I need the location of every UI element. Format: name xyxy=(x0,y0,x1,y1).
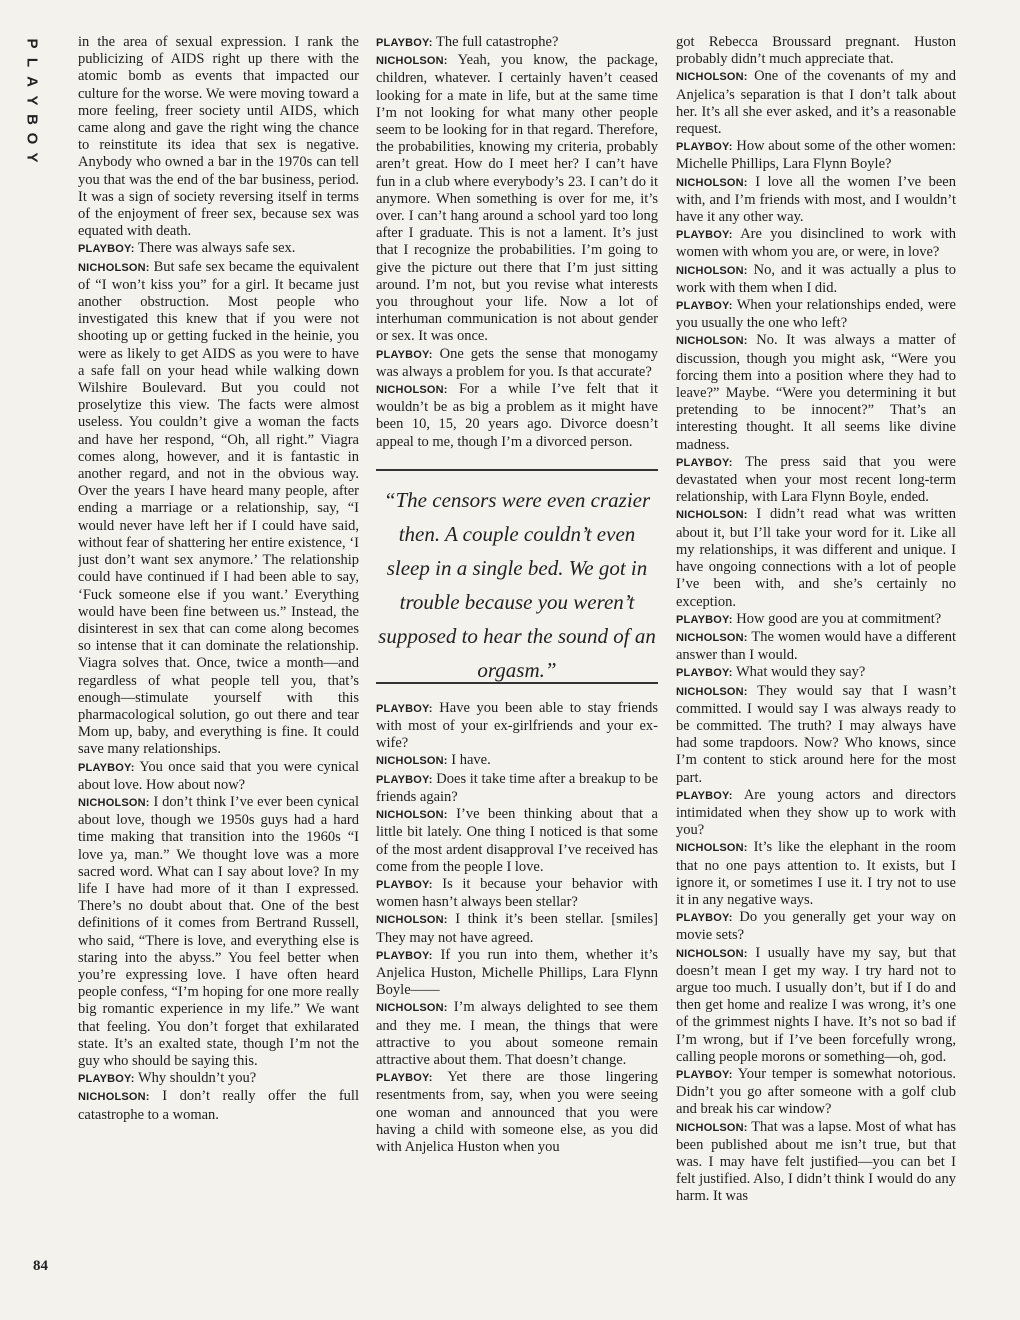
speaker-label: NICHOLSON: xyxy=(376,809,448,822)
paragraph-text: How good are you at commitment? xyxy=(736,610,942,627)
speaker-label: PLAYBOY: xyxy=(376,773,433,786)
interview-paragraph xyxy=(78,1088,359,1123)
interview-paragraph xyxy=(78,794,359,1070)
paragraph-text: Are you disinclined to work with women with whom you are, or were, in love? xyxy=(676,226,956,261)
speaker-label: PLAYBOY: xyxy=(78,243,135,256)
interview-paragraph xyxy=(676,1066,956,1119)
speaker-label: PLAYBOY: xyxy=(676,912,733,925)
paragraph-text: I don’t really offer the full catastrophe to a woman. xyxy=(78,1088,359,1123)
speaker-label: PLAYBOY: xyxy=(676,141,733,154)
interview-paragraph xyxy=(78,34,359,240)
paragraph-text: Are young actors and directors intimidated when they show up to work with you? xyxy=(676,786,956,839)
speaker-label: NICHOLSON: xyxy=(78,796,150,809)
speaker-label: PLAYBOY: xyxy=(676,229,733,242)
paragraph-text: got Rebecca Broussard pregnant. Huston probably didn’t much appreciate that. xyxy=(676,34,956,68)
paragraph-text: I’ve been thinking about that a little bit lately. One thing I noticed is that some of the most ardent disapproval I’ve received has come from the people I love. xyxy=(376,806,658,875)
interview-paragraph xyxy=(676,332,956,453)
interview-paragraph xyxy=(676,138,956,173)
speaker-label: NICHOLSON: xyxy=(78,261,150,274)
speaker-label: NICHOLSON: xyxy=(676,842,748,855)
paragraph-text: I think it’s been stellar. [smiles] They may not have agreed. xyxy=(376,911,658,946)
speaker-label: NICHOLSON: xyxy=(676,176,748,189)
paragraph-text: The women would have a different answer than I would. xyxy=(676,628,956,664)
interview-paragraph xyxy=(78,240,359,258)
speaker-label: NICHOLSON: xyxy=(376,755,448,768)
speaker-label: PLAYBOY: xyxy=(78,761,135,774)
interview-paragraph xyxy=(78,759,359,794)
article-column-1 xyxy=(78,34,359,1284)
article-column-2 xyxy=(376,34,658,1284)
paragraph-text: How about some of the other women: Michelle Phillips, Lara Flynn Boyle? xyxy=(676,138,956,173)
interview-paragraph xyxy=(676,68,956,138)
interview-paragraph xyxy=(676,839,956,909)
paragraph-text: I didn’t read what was written about it, but I’ll take your word for it. Like all my relationships, it was different and unique. I have ongoing connections with a lot of people I’ve been with, and she’s certainly no exception. xyxy=(676,506,956,610)
paragraph-text: For a while I’ve felt that it wouldn’t be as big a problem as it might have been 10, 15, 20 years ago. Divorce doesn’t appeal to me, though I’m a divorced person. xyxy=(376,381,658,450)
interview-paragraph xyxy=(676,611,956,629)
paragraph-text: They would say that I wasn’t committed. I would say I was always ready to be committed. The truth? I may always have had some trapdoors. Now? Who knows, since I’m content to stick around here for the most part. xyxy=(676,682,956,786)
interview-paragraph xyxy=(376,52,658,345)
interview-paragraph xyxy=(78,1070,359,1088)
speaker-label: PLAYBOY: xyxy=(676,456,733,469)
speaker-label: NICHOLSON: xyxy=(676,1121,748,1134)
paragraph-text: I love all the women I’ve been with, and I’m friends with most, and I wouldn’t have it any other way. xyxy=(676,173,956,226)
paragraph-text: One of the covenants of my and Anjelica’s separation is that I don’t talk about her. It’s all she ever asked, and it’s a reasonable request. xyxy=(676,68,956,138)
speaker-label: PLAYBOY: xyxy=(676,667,733,680)
paragraph-text: I’m always delighted to see them and they me. I mean, the things that were attractive to you about someone remain attractive about them. That doesn’t change. xyxy=(376,999,658,1068)
speaker-label: NICHOLSON: xyxy=(376,384,448,397)
speaker-label: PLAYBOY: xyxy=(676,613,733,626)
speaker-label: PLAYBOY: xyxy=(376,878,433,891)
interview-paragraph xyxy=(676,174,956,227)
interview-paragraph xyxy=(376,806,658,876)
paragraph-text: But safe sex became the equivalent of “I won’t kiss you” for a girl. It became just another obstruction. Most people who investigated this knew that if you were not shooting up or getting fucked in the heinie, you were as likely to get AIDS as you were to have a safe fall on your head while walking down Wilshire Boulevard. But you could not proselytize this view. The facts were almost useless. You couldn’t give a woman the facts and have her respond, “Oh, all right.” Viagra comes along, however, and it is fantastic in another regard, and not in the obvious way. Over the years I have heard many people, after ending a marriage or a relationship, say, “I would never have left her if I could have said, without fear of shattering her entire existence, ‘I just don’t want sex anymore.’ The relationship could have continued if I had been able to say, ‘Fuck someone else if you want.’ Everything would have been fine between us.” Instead, the disinterest in sex that can come along becomes so intense that it can dominate the relationship. Viagra solves that. Once, twice a month—and regardless of what people tell you, that’s enough—stimulate yourself with this pharmacological solution, go out there and tear Mom up, baby, and everything is fine. It could save many relationships. xyxy=(78,258,359,758)
interview-paragraph xyxy=(376,752,658,770)
interview-paragraph xyxy=(676,226,956,261)
interview-paragraph xyxy=(676,506,956,610)
interview-paragraph xyxy=(376,876,658,911)
interview-paragraph xyxy=(676,683,956,787)
paragraph-text: Is it because your behavior with women hasn’t always been stellar? xyxy=(376,875,658,911)
interview-paragraph xyxy=(676,262,956,297)
paragraph-text: No, and it was actually a plus to work with them when I did. xyxy=(676,261,956,296)
speaker-label: NICHOLSON: xyxy=(376,1002,448,1015)
paragraph-text: What would they say? xyxy=(736,664,866,681)
interview-paragraph xyxy=(376,947,658,1000)
interview-paragraph xyxy=(376,700,658,753)
paragraph-text: No. It was always a matter of discussion, though you might ask, “Were you forcing them into a position where they had to leave?” Maybe. “Were you determining it but pretending to be innocent?” That’s an interesting thought. It all seems like divine madness. xyxy=(676,332,956,453)
masthead-vertical-title: P L A Y B O Y xyxy=(23,38,41,163)
paragraph-text: There was always safe sex. xyxy=(138,240,296,257)
paragraph-text: The full catastrophe? xyxy=(436,34,559,50)
speaker-label: NICHOLSON: xyxy=(78,1091,150,1104)
paragraph-text: Yet there are those lingering resentments from, say, when you were seeing one woman and announced that you were having a child with someone else, as you did with Anjelica Huston when you xyxy=(376,1069,658,1155)
column-2-top-text xyxy=(376,34,658,451)
interview-paragraph xyxy=(676,909,956,944)
interview-paragraph xyxy=(676,664,956,682)
speaker-label: NICHOLSON: xyxy=(676,335,748,348)
interview-paragraph xyxy=(676,34,956,68)
speaker-label: NICHOLSON: xyxy=(676,71,748,84)
paragraph-text: Why shouldn’t you? xyxy=(138,1070,257,1087)
interview-paragraph xyxy=(676,629,956,664)
paragraph-text: That was a lapse. Most of what has been published about me isn’t true, but that was. I may have felt justified—you can bet I felt justified. Also, I didn’t think I would do any harm. It was xyxy=(676,1118,956,1205)
speaker-label: PLAYBOY: xyxy=(676,300,733,313)
speaker-label: PLAYBOY: xyxy=(676,1068,733,1081)
speaker-label: NICHOLSON: xyxy=(676,509,748,522)
paragraph-text: I don’t think I’ve ever been cynical about love, though we 1950s guys had a hard time making that transition into the 1960s “I love ya, man.” We thought love was a more sacred word. What can I say about love? In my life I have had more of it than I expressed. There’s no doubt about that. One of the best definitions of it comes from Bertrand Russell, who said, “There is love, and everything else is staring into the abyss.” You feel better when you’re expressing love. I have often heard people confess, “I’m hoping for one more really big romantic experience in my life.” We want that feeling. You don’t forget that exhilarated state. It’s an exalted state, though I’m not the guy who should be saying this. xyxy=(78,793,359,1069)
paragraph-text: Yeah, you know, the package, children, whatever. I certainly haven’t ceased looking for a mate in life, but at the same time I’m not looking for what many other people seem to be looking for in that regard. Therefore, the probabilities, knowing my criteria, probably aren’t great. How do I meet her? I can’t have fun in a club where everybody’s 23. I can’t do it anymore. When something is over for me, it’s over. I can’t hang around a school yard too long after I graduate. This is not a lament. It’s just that I recognize the probabilities. I’m going to give the picture out there that I’m just sitting around. I’m not, but you revise what interests you throughout your life. Now a lot of interhuman communication is not about gender or sex. It was once. xyxy=(376,52,658,345)
interview-paragraph xyxy=(676,945,956,1066)
paragraph-text: in the area of sexual expression. I rank the publicizing of AIDS right up there with the atomic bomb as events that impacted our culture for the worse. We were moving toward a more feeling, freer society until AIDS, which came along and gave the right wing the chance to reinstitute its idea that sex is negative. Anybody who owned a bar in the 1970s can tell you that was the end of the bar business, period. It was a sign of society reversing itself in terms of the enjoyment of freer sex, because sex was equated with death. xyxy=(78,34,359,240)
speaker-label: PLAYBOY: xyxy=(376,949,433,962)
speaker-label: NICHOLSON: xyxy=(676,264,748,277)
speaker-label: NICHOLSON: xyxy=(676,685,748,698)
paragraph-text: When your relationships ended, were you usually the one who left? xyxy=(676,297,956,332)
speaker-label: NICHOLSON: xyxy=(376,914,448,927)
paragraph-text: It’s like the elephant in the room that no one pays attention to. It exists, but I ignore it, or sometimes I use it. I try not to use it in any negative ways. xyxy=(676,839,956,908)
paragraph-text: If you run into them, whether it’s Anjelica Huston, Michelle Phillips, Lara Flynn Boyle—— xyxy=(376,946,658,999)
interview-paragraph xyxy=(376,911,658,946)
interview-paragraph xyxy=(376,346,658,381)
interview-paragraph xyxy=(676,787,956,840)
interview-paragraph xyxy=(376,999,658,1069)
column-2-bottom-text xyxy=(376,700,658,1156)
article-column-3 xyxy=(676,34,956,1284)
interview-paragraph xyxy=(376,771,658,806)
speaker-label: PLAYBOY: xyxy=(376,348,433,361)
paragraph-text: Do you generally get your way on movie sets? xyxy=(676,909,956,944)
speaker-label: PLAYBOY: xyxy=(676,789,733,802)
speaker-label: PLAYBOY: xyxy=(376,37,433,49)
pull-quote: “The censors were even crazier then. A couple couldn’t even sleep in a single bed. We got in trouble because you weren’t supposed to hear the sound of an orgasm.” xyxy=(376,469,658,684)
paragraph-text: The press said that you were devastated when your most recent long-term relationship, with Lara Flynn Boyle, ended. xyxy=(676,453,956,506)
paragraph-text: You once said that you were cynical about love. How about now? xyxy=(78,758,359,793)
interview-paragraph xyxy=(376,1069,658,1156)
interview-paragraph xyxy=(676,297,956,332)
page-number: 84 xyxy=(33,1258,48,1274)
interview-paragraph xyxy=(376,34,658,52)
paragraph-text: I have. xyxy=(451,752,491,769)
paragraph-text: One gets the sense that monogamy was always a problem for you. Is that accurate? xyxy=(376,345,658,380)
interview-paragraph xyxy=(376,381,658,451)
interview-paragraph xyxy=(676,454,956,507)
speaker-label: NICHOLSON: xyxy=(676,631,748,644)
paragraph-text: Have you been able to stay friends with most of your ex-girlfriends and your ex-wife? xyxy=(376,699,658,752)
speaker-label: PLAYBOY: xyxy=(78,1073,135,1086)
speaker-label: PLAYBOY: xyxy=(376,702,433,715)
speaker-label: NICHOLSON: xyxy=(676,947,748,960)
interview-paragraph xyxy=(78,259,359,759)
interview-paragraph xyxy=(676,1119,956,1206)
speaker-label: NICHOLSON: xyxy=(376,55,448,68)
paragraph-text: I usually have my say, but that doesn’t mean I get my way. I try hard not to argue too much. I usually don’t, but if I do and then get home and realize I was wrong, it’s one of the grimmest nights I have. It’s not so bad if I’m wrong, but if I’ve been forcefully wrong, calling people morons or something—oh, god. xyxy=(676,944,956,1065)
paragraph-text: Does it take time after a breakup to be friends again? xyxy=(376,770,658,805)
speaker-label: PLAYBOY: xyxy=(376,1072,433,1085)
paragraph-text: Your temper is somewhat notorious. Didn’t you go after someone with a golf club and break his car window? xyxy=(676,1065,956,1118)
